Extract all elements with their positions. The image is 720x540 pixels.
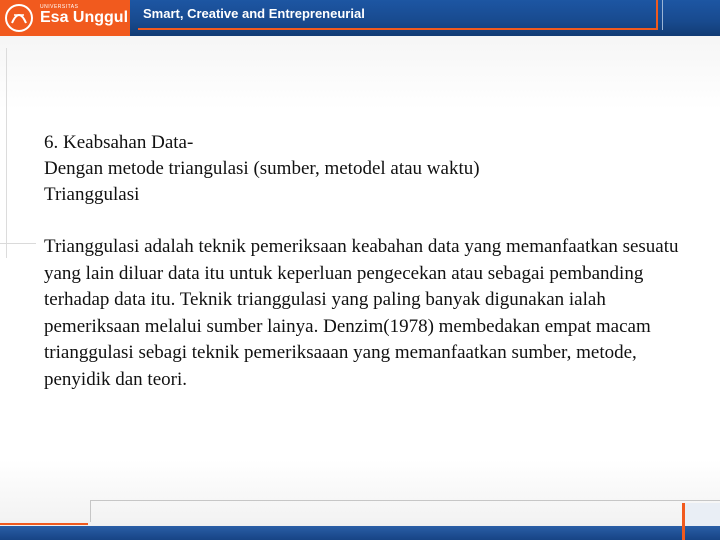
body-paragraph: Trianggulasi adalah teknik pemeriksaan keabahan data yang memanfaatkan sesuatu yang lain diluar data itu untuk keperluan pengecekan atau sebagai pembanding terhadap data itu. Teknik trianggulasi yang paling banyak digunakan ialah pemeriksaan melalui sumber lainya. Denzim(1978) membedakan empat macam trianggulasi sebagi teknik pemeriksaaan yang memanfaatkan sumber, metode, penyidik dan teori. — [44, 236, 679, 390]
footer-accent-left — [0, 523, 88, 525]
footer-corner — [685, 503, 720, 526]
subheading: Trianggulasi — [44, 184, 140, 205]
frame-line-bottom — [90, 500, 720, 501]
tagline: Smart, Creative and Entrepreneurial — [143, 6, 365, 21]
logo-box — [0, 0, 130, 36]
method-line: Dengan metode triangulasi (sumber, metodel atau waktu) — [44, 158, 480, 179]
slide-content — [44, 130, 684, 393]
university-logo-icon — [4, 3, 34, 33]
frame-line-left — [6, 48, 7, 258]
footer-bar — [0, 526, 720, 540]
header-frame-right — [662, 0, 720, 30]
header-bar — [0, 0, 720, 36]
university-small-label: UNIVERSITAS — [40, 4, 79, 10]
spacer — [44, 208, 684, 234]
frame-line-top — [0, 243, 36, 244]
frame-line-bottom-vertical — [90, 500, 91, 522]
university-name: Esa Unggul — [40, 9, 129, 26]
footer-accent-right — [682, 503, 685, 540]
section-heading: 6. Keabsahan Data- — [44, 132, 194, 153]
